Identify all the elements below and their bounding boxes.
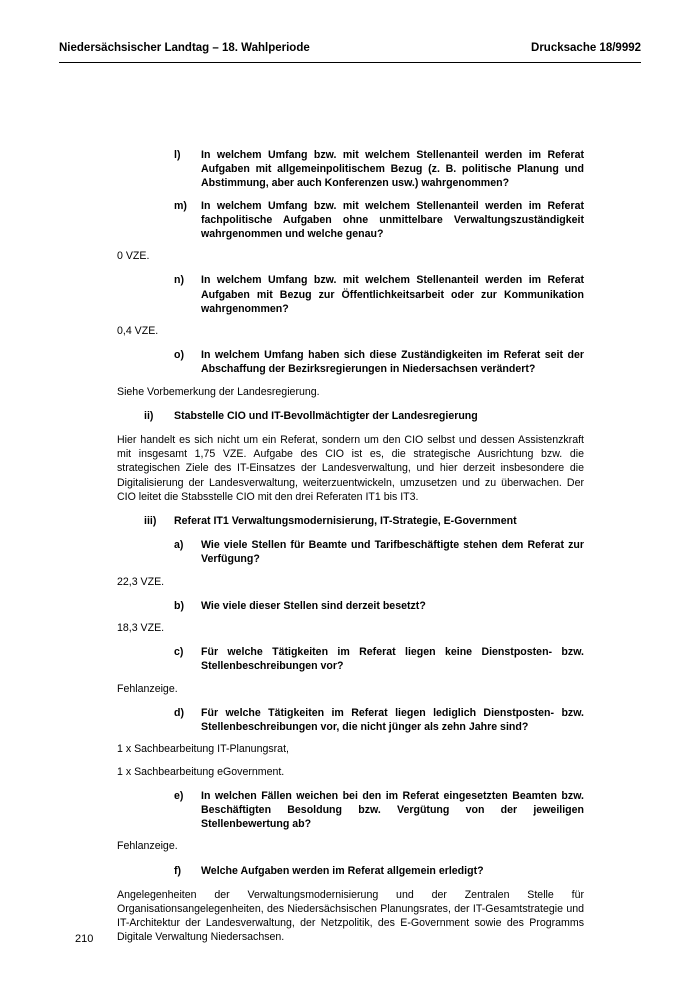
question-text: In welchem Umfang bzw. mit welchem Stellenanteil werden im Referat Aufgaben mit Bezug zur Öffentlichkeitsarbeit oder zur Kommunikation wahrgenommen? — [201, 274, 584, 315]
question-label: e) — [174, 789, 184, 802]
question-a — [117, 538, 584, 566]
section-title: Stabstelle CIO und IT-Bevollmächtigter der Landesregierung — [174, 409, 478, 422]
question-text: Für welche Tätigkeiten im Referat liegen lediglich Dienstposten- bzw. Stellenbeschreibungen vor, die nicht jünger als zehn Jahre sind? — [201, 706, 584, 734]
answer-c: Fehlanzeige. — [117, 682, 178, 695]
section-title: Referat IT1 Verwaltungsmodernisierung, IT-Strategie, E-Government — [174, 515, 517, 528]
question-f — [117, 864, 584, 878]
answer-d-line2: 1 x Sachbearbeitung eGovernment. — [117, 765, 285, 778]
answer-m: 0 VZE. — [117, 250, 150, 263]
answer-a: 22,3 VZE. — [117, 575, 165, 588]
question-c — [117, 645, 584, 673]
question-text: Für welche Tätigkeiten im Referat liegen keine Dienstposten- bzw. Stellenbeschreibungen vor? — [201, 646, 584, 673]
question-m — [117, 199, 584, 242]
question-e — [117, 789, 584, 832]
page-number: 210 — [75, 933, 94, 945]
page-header — [59, 40, 641, 63]
question-label: d) — [174, 706, 184, 719]
question-label: c) — [174, 646, 184, 659]
answer-ii: Hier handelt es sich nicht um ein Referat, sondern um den CIO selbst und dessen Assistenzkraft mit insgesamt 1,75 VZE. Aufgabe des CIO ist es, die strategische Ausrichtung bzw. die strategischen Ziele des IT-Einsatzes der Landesverwaltung, und hier derzeit insbesondere die Digitalisierung der Landesverwaltung, weiterzuentwickeln, umzusetzen und zu überwachen. Der CIO leitet die Stabsstelle CIO mit den drei Referaten IT1 bis IT3. — [117, 434, 584, 503]
question-label: m) — [174, 199, 187, 212]
answer-d-line1: 1 x Sachbearbeitung IT-Planungsrat, — [117, 743, 289, 756]
answer-f: Angelegenheiten der Verwaltungsmodernisierung und der Zentralen Stelle für Organisationsangelegenheiten, des Niedersächsischen Planungsrates, der IT-Gesamtstrategie und IT-Architektur der Landesverwaltung, der Netzpolitik, des E-Government sowie des Programms Digitale Verwaltung Niedersachsen. — [117, 888, 584, 944]
question-l — [117, 148, 584, 191]
question-label: o) — [174, 349, 184, 362]
question-text: In welchem Umfang bzw. mit welchem Stellenanteil werden im Referat fachpolitische Aufgaben ohne unmittelbare Verwaltungszuständigkeit wahrgenommen und welche genau? — [201, 199, 584, 241]
question-d — [117, 706, 584, 734]
question-text: Welche Aufgaben werden im Referat allgemein erledigt? — [201, 864, 484, 877]
answer-b: 18,3 VZE. — [117, 622, 165, 635]
question-text: In welchem Umfang bzw. mit welchem Stellenanteil werden im Referat Aufgaben mit allgemeinpolitischem Bezug (z. B. politische Planung und Abstimmung, aber auch Konferenzen usw.) wahrgenommen? — [201, 149, 584, 190]
question-label: f) — [174, 864, 182, 877]
answer-e: Fehlanzeige. — [117, 840, 178, 853]
header-parliament: Niedersächsischer Landtag – 18. Wahlperiode — [59, 42, 310, 54]
question-text: Wie viele dieser Stellen sind derzeit besetzt? — [201, 599, 426, 612]
section-ii-heading — [117, 409, 584, 423]
header-document-number: Drucksache 18/9992 — [531, 42, 641, 54]
section-label: iii) — [144, 515, 157, 528]
answer-o: Siehe Vorbemerkung der Landesregierung. — [117, 385, 320, 398]
question-text: In welchem Umfang haben sich diese Zuständigkeiten im Referat seit der Abschaffung der Bezirksregierungen in Niedersachsen verändert? — [201, 349, 584, 376]
section-iii-heading — [117, 514, 584, 528]
question-label: n) — [174, 274, 184, 287]
question-label: b) — [174, 599, 184, 612]
question-o — [117, 348, 584, 376]
answer-n: 0,4 VZE. — [117, 325, 159, 338]
section-label: ii) — [144, 409, 154, 422]
question-label: l) — [174, 149, 181, 161]
question-text: Wie viele Stellen für Beamte und Tarifbeschäftigte stehen dem Referat zur Verfügung? — [201, 539, 584, 566]
document-body — [117, 148, 584, 945]
question-b — [117, 599, 584, 613]
question-n — [117, 273, 584, 316]
question-text: In welchen Fällen weichen bei den im Referat eingesetzten Beamten bzw. Beschäftigten Besoldung bzw. Vergütung von der jeweiligen Stellenbewertung ab? — [201, 789, 584, 831]
question-label: a) — [174, 539, 184, 552]
